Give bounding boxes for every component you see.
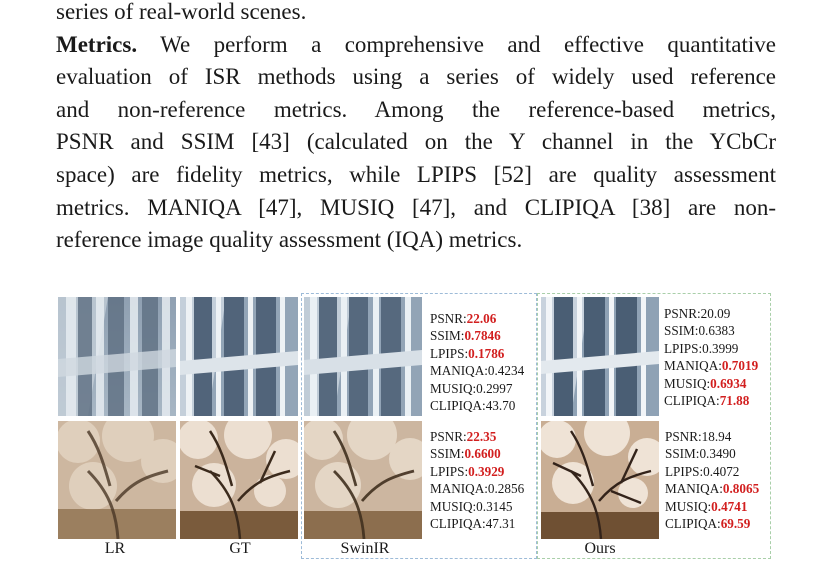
- metric-value-best: 0.6600: [464, 446, 501, 462]
- metric-label: MANIQA:: [665, 481, 723, 497]
- metric-row: [430, 380, 524, 397]
- metric-row: [664, 392, 758, 409]
- metric-label: CLIPIQA:: [430, 516, 486, 532]
- metric-label: MUSIQ:: [430, 380, 477, 396]
- metric-label: SSIM:: [430, 446, 465, 462]
- metric-label: LPIPS:: [665, 463, 704, 479]
- metric-value: 0.3999: [702, 340, 739, 356]
- metric-label: SSIM:: [665, 446, 700, 462]
- metric-label: MANIQA:: [430, 481, 488, 497]
- metric-label: PSNR:: [430, 429, 467, 444]
- metric-row: [430, 362, 524, 379]
- metric-value: 0.3490: [699, 446, 736, 462]
- caption-gt: GT: [229, 540, 251, 557]
- metric-label: CLIPIQA:: [430, 398, 486, 414]
- metric-value-best: 0.7846: [464, 328, 501, 344]
- metric-row: [664, 322, 758, 339]
- text-line-0: series of real-world scenes.: [56, 0, 307, 24]
- ours-bottom-metrics: [665, 428, 759, 532]
- metric-value-best: 0.4741: [711, 498, 748, 514]
- swinir-bottom-metrics: [430, 428, 524, 532]
- text-line-6: metrics. MANIQA [47], MUSIQ [47], and CLIPIQA [38] are non-: [56, 194, 776, 220]
- building-image-ours: [541, 297, 659, 416]
- text-line-2: evaluation of ISR methods using a series of widely used reference: [56, 64, 776, 90]
- tree-image-swinir: [304, 421, 422, 539]
- metric-row: [664, 340, 758, 357]
- metric-value: 20.09: [700, 306, 731, 321]
- text-line-3: and non-reference metrics. Among the reference-based metrics,: [56, 96, 776, 122]
- swinir-top-metrics: [430, 310, 524, 414]
- metric-row: [664, 305, 758, 322]
- metric-row: [665, 480, 759, 497]
- metric-row: [430, 480, 524, 497]
- tree-image-ours: [541, 421, 659, 539]
- metrics-heading: Metrics.: [56, 31, 138, 57]
- metric-value: 0.2856: [487, 481, 525, 497]
- metric-value: 47.31: [485, 516, 516, 532]
- tree-image-lr: [58, 421, 176, 539]
- metric-row: [430, 515, 524, 532]
- caption-ours: Ours: [584, 540, 616, 557]
- metric-label: MUSIQ:: [430, 498, 477, 514]
- ours-top-metrics: [664, 305, 758, 409]
- metric-label: CLIPIQA:: [664, 393, 720, 409]
- metric-row: [430, 310, 524, 327]
- metric-label: CLIPIQA:: [665, 516, 721, 532]
- metric-row: [430, 445, 524, 462]
- metric-label: PSNR:: [665, 429, 702, 444]
- metric-row: [664, 375, 758, 392]
- metric-value: 0.4072: [703, 463, 740, 479]
- metric-row: [430, 345, 524, 362]
- metric-value: 43.70: [485, 398, 516, 414]
- text-line-5: space) are fidelity metrics, while LPIPS [52] are quality assessment: [56, 161, 776, 187]
- metric-value: 0.4234: [487, 363, 525, 379]
- metric-value-best: 0.7019: [721, 358, 759, 374]
- metric-value: 18.94: [701, 429, 732, 444]
- metric-value-best: 71.88: [719, 393, 750, 409]
- text-line-4: PSNR and SSIM [43] (calculated on the Y channel in the YCbCr: [56, 129, 776, 155]
- caption-swinir: SwinIR: [340, 540, 390, 557]
- metric-label: PSNR:: [664, 306, 701, 321]
- metric-row: [665, 498, 759, 515]
- metric-label: LPIPS:: [430, 463, 469, 479]
- metric-value-best: 0.3929: [468, 463, 505, 479]
- metric-row: [430, 498, 524, 515]
- metric-label: SSIM:: [430, 328, 465, 344]
- metric-label: MANIQA:: [664, 358, 722, 374]
- metric-row: [664, 357, 758, 374]
- metric-value-best: 0.1786: [468, 345, 505, 361]
- metric-label: LPIPS:: [430, 345, 469, 361]
- tree-image-gt: [180, 421, 298, 539]
- metric-value-best: 0.8065: [722, 481, 760, 497]
- text-line-7: reference image quality assessment (IQA) metrics.: [56, 227, 523, 253]
- metric-label: SSIM:: [664, 323, 699, 339]
- metric-value-best: 69.59: [720, 516, 751, 532]
- metric-row: [430, 463, 524, 480]
- metric-label: MUSIQ:: [665, 498, 712, 514]
- metric-label: LPIPS:: [664, 340, 703, 356]
- metric-row: [665, 515, 759, 532]
- metric-row: [665, 463, 759, 480]
- building-image-gt: [180, 297, 298, 416]
- metric-row: [430, 327, 524, 344]
- metric-value: 0.2997: [476, 380, 513, 396]
- metric-label: MANIQA:: [430, 363, 488, 379]
- building-image-swinir: [304, 297, 422, 416]
- caption-lr: LR: [104, 540, 126, 557]
- metric-row: [430, 397, 524, 414]
- metric-row: [430, 428, 524, 445]
- metric-value-best: 0.6934: [710, 375, 747, 391]
- metric-label: PSNR:: [430, 311, 467, 326]
- building-image-lr: [58, 297, 176, 416]
- metric-value-best: 22.35: [466, 429, 497, 444]
- metric-label: MUSIQ:: [664, 375, 711, 391]
- metric-row: [665, 445, 759, 462]
- text-line-1-rest: We perform a comprehensive and effective quantitative: [137, 31, 776, 57]
- metric-value-best: 22.06: [466, 311, 497, 326]
- metric-value: 0.3145: [476, 498, 513, 514]
- metric-row: [665, 428, 759, 445]
- metric-value: 0.6383: [698, 323, 735, 339]
